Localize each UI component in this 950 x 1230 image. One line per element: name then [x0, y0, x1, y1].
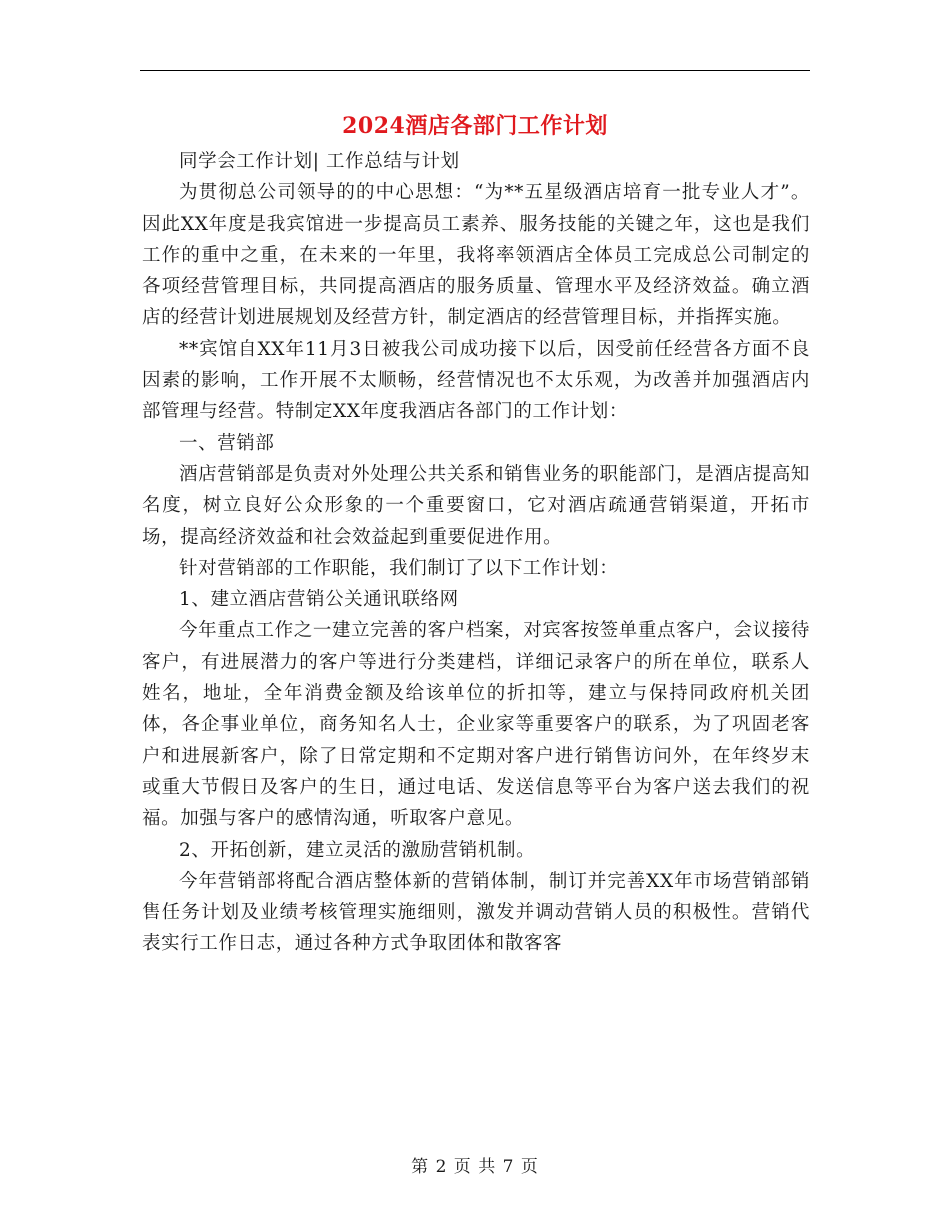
- paragraph-item-1: 今年重点工作之一建立完善的客户档案，对宾客按签单重点客户，会议接待客户，有进展潜力的客户等进行分类建档，详细记录客户的所在单位，联系人姓名，地址，全年消费金额及给该单位的折扣等，建立与保持同政府机关团体，各企事业单位，商务知名人士，企业家等重要客户的联系，为了巩固老客户和进展新客户，除了日常定期和不定期对客户进行销售访问外，在年终岁末或重大节假日及客户的生日，通过电话、发送信息等平台为客户送去我们的祝福。加强与客户的感情沟通，听取客户意见。: [142, 620, 810, 830]
- paragraph-item-2: 今年营销部将配合酒店整体新的营销体制，制订并完善XX年市场营销部销售任务计划及业绩考核管理实施细则，激发并调动营销人员的积极性。营销代表实行工作日志，通过各种方式争取团体和散客客: [142, 870, 810, 955]
- item-heading-2: 2、开拓创新，建立灵活的激励营销机制。: [179, 839, 536, 861]
- paragraph-marketing-role: 酒店营销部是负责对外处理公共关系和销售业务的职能部门，是酒店提高知名度，树立良好公众形象的一个重要窗口，它对酒店疏通营销渠道，开拓市场，提高经济效益和社会效益起到重要促进作用。: [142, 463, 810, 548]
- page-footer: 第 2 页 共 7 页: [411, 1157, 539, 1177]
- paragraph-background: **宾馆自XX年11月3日被我公司成功接下以后，因受前任经营各方面不良因素的影响，工作开展不太顺畅，经营情况也不太乐观，为改善并加强酒店内部管理与经营。特制定XX年度我酒店各部门的工作计划：: [142, 338, 810, 423]
- document-title: 2024酒店各部门工作计划: [342, 113, 608, 139]
- paragraph-intro: 为贯彻总公司领导的的中心思想：“为**五星级酒店培育一批专业人才”。因此XX年度是我宾馆进一步提高员工素养、服务技能的关键之年，这也是我们工作的重中之重，在未来的一年里，我将率领酒店全体员工完成总公司制定的各项经营管理目标，共同提高酒店的服务质量、管理水平及经济效益。确立酒店的经营计划进展规划及经营方针，制定酒店的经营管理目标，并指挥实施。: [142, 182, 810, 329]
- paragraph-subtitle: 同学会工作计划| 工作总结与计划: [179, 151, 460, 172]
- paragraph-plan-intro: 针对营销部的工作职能，我们制订了以下工作计划：: [179, 557, 619, 579]
- section-heading-marketing: 一、营销部: [179, 432, 275, 454]
- header-rule: [140, 70, 810, 71]
- item-heading-1: 1、建立酒店营销公关通讯联络网: [179, 589, 459, 611]
- document-body: [142, 146, 810, 960]
